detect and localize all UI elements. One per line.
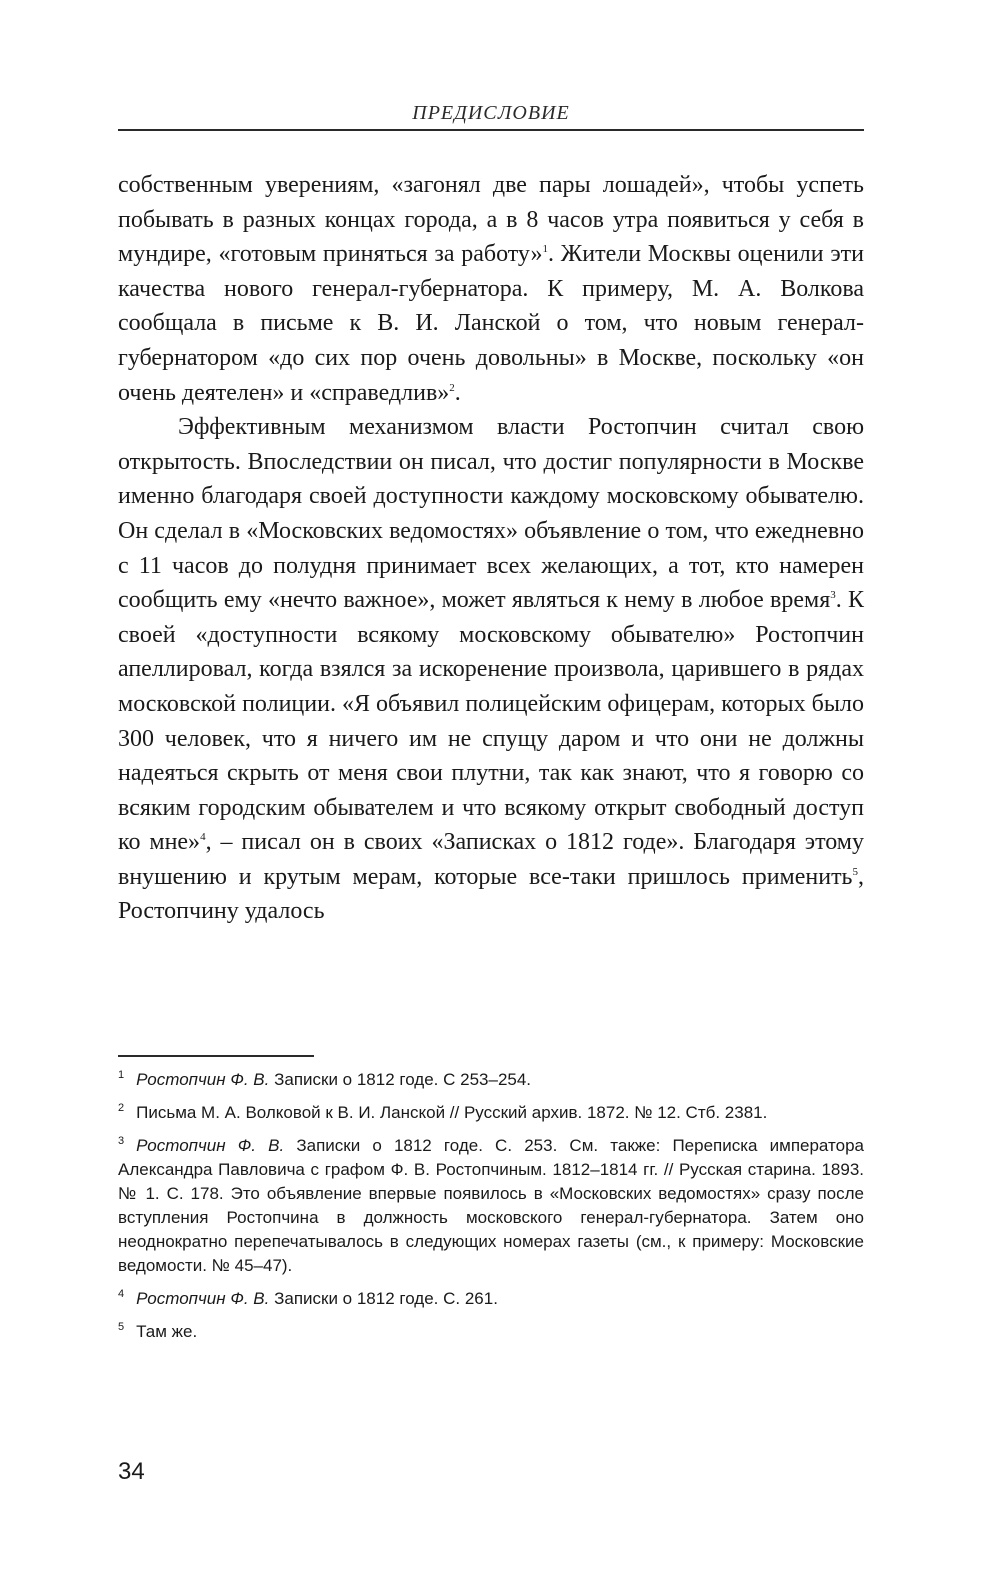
page-number: 34 xyxy=(118,1458,145,1485)
running-head: ПРЕДИСЛОВИЕ xyxy=(412,102,570,124)
footnote-text: Там же. xyxy=(136,1322,198,1341)
footnote xyxy=(118,1134,864,1278)
footnote-ref: 5 xyxy=(852,865,858,878)
footnote-ref: 2 xyxy=(449,381,455,394)
paragraph-text: . К своей «доступности всякому московскому обывателю» Ростопчин апеллировал, когда взялся за искоренение произвола, царившего в рядах московской полиции. «Я объявил полицейским офицерам, которых было 300 человек, что я ничего им не спущу даром и что они не должны надеяться скрыть от меня свои плутни, так как знают, что я говорю со всяким городским обывателем и что всякому открыт свободный доступ ко мне» xyxy=(118,587,865,856)
footnote-text: Записки о 1812 годе. С. 253. См. также: Переписка императора Александра Павловича с графом Ф. В. Ростопчиным. 1812–1814 гг. // Русская старина. 1893. № 1. С. 178. Это объявление впервые появилось в «Московских ведомостях» сразу после вступления Ростопчина в должность московского генерал-губернатора. Затем оно неоднократно перепечатывалось в следующих номерах газеты (см., к примеру: Московские ведомости. № 45–47). xyxy=(118,1136,864,1275)
footnote xyxy=(118,1320,864,1344)
footnote-number: 4 xyxy=(118,1288,125,1301)
footnote xyxy=(118,1287,864,1311)
footnote-rule xyxy=(118,1055,314,1057)
footnote-text: Записки о 1812 годе. С. 261. xyxy=(269,1289,498,1308)
footnote-text: Письма М. А. Волковой к В. И. Ланской // Русский архив. 1872. № 12. Стб. 2381. xyxy=(136,1103,768,1122)
footnote-number: 2 xyxy=(118,1102,125,1115)
footnote-number: 5 xyxy=(118,1321,125,1334)
footnote xyxy=(118,1101,864,1125)
paragraph-text: собственным уверениям, «загонял две пары лошадей», чтобы успеть побывать в разных концах города, а в 8 часов утра появиться у себя в мундире, «готовым приняться за работу» xyxy=(118,172,864,268)
paragraph-text: Эффективным механизмом власти Ростопчин считал свою открытость. Впоследствии он писал, что достиг популярности в Москве именно благодаря своей доступности каждому московскому обывателю. Он сделал в «Московских ведомостях» объявление о том, что ежедневно с 11 часов до полудня принимает всех желающих, а тот, кто намерен сообщить ему «нечто важное», может являться к нему в любое время xyxy=(118,414,864,614)
paragraph-text: . Жители Москвы оценили эти качества нового генерал-губернатора. К примеру, М. А. Волкова сообщала в письме к В. И. Ланской о том, что новым генерал-губернатором «до сих пор очень довольны» в Москве, поскольку «он очень деятелен» и «справедлив» xyxy=(118,241,864,406)
footnote xyxy=(118,1068,864,1092)
header-rule xyxy=(118,129,864,131)
footnote-ref: 4 xyxy=(200,831,206,844)
footnote-author: Ростопчин Ф. В. xyxy=(136,1070,270,1089)
paragraph-text: . xyxy=(454,379,461,406)
paragraph-text: , – писал он в своих «Записках о 1812 годе». Благодаря этому внушению и крутым мерам, которые все-таки пришлось применить xyxy=(118,829,864,890)
footnote-number: 3 xyxy=(118,1135,125,1148)
paragraph-2 xyxy=(118,410,864,929)
footnotes xyxy=(118,1068,864,1353)
footnote-text: Записки о 1812 годе. С 253–254. xyxy=(269,1070,532,1089)
footnote-author: Ростопчин Ф. В. xyxy=(136,1289,270,1308)
footnote-number: 1 xyxy=(118,1069,125,1082)
paragraph-1 xyxy=(118,168,864,410)
footnote-author: Ростопчин Ф. В. xyxy=(136,1136,285,1155)
footnote-ref: 1 xyxy=(542,243,549,256)
paragraph-text: , Ростопчину удалось xyxy=(118,863,864,925)
footnote-ref: 3 xyxy=(830,589,836,602)
main-text xyxy=(118,168,864,929)
